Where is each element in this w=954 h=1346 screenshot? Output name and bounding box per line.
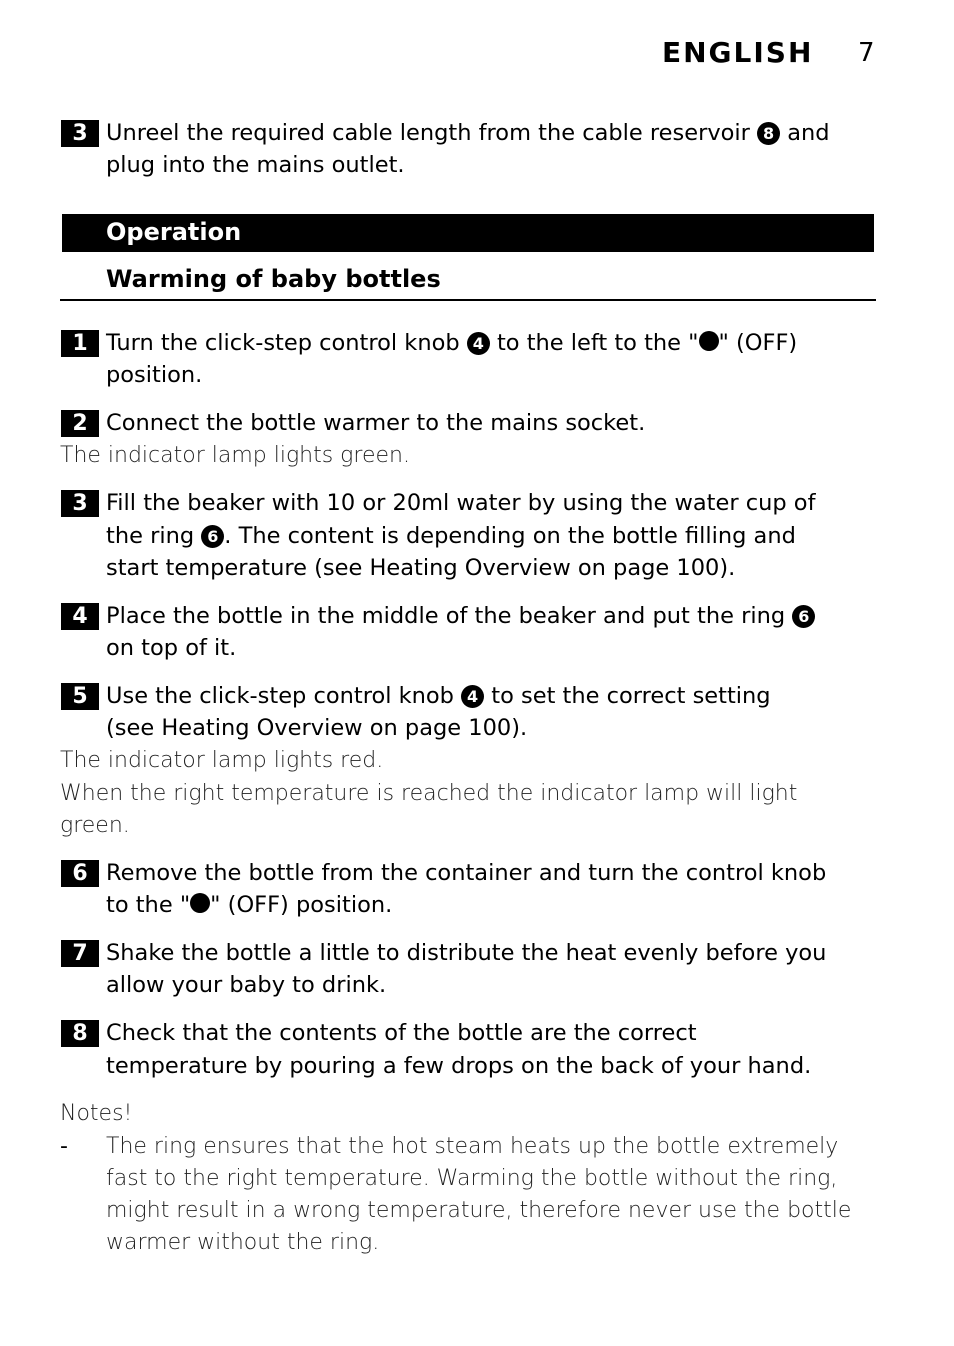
step-text: Check that the contents of the bottle are the correct <box>106 1020 697 1046</box>
step-text: the ring 6 . The content is depending on the bottle filling and <box>106 523 796 549</box>
off-dot-icon <box>699 331 719 351</box>
notes-line: The ring ensures that the hot steam heats up the bottle extremely <box>106 1134 839 1159</box>
step-text: allow your baby to drink. <box>106 972 387 998</box>
section-subtitle: Warming of baby bottles <box>106 265 441 293</box>
step-note: The indicator lamp lights green. <box>60 443 410 468</box>
divider <box>60 299 876 301</box>
step-text: Turn the click-step control knob 4 to the left to the " " (OFF) <box>106 330 798 356</box>
notes-line: warmer without the ring. <box>106 1230 380 1255</box>
step-number: 1 <box>61 330 99 357</box>
step-text: Use the click-step control knob 4 to set the correct setting <box>106 683 771 709</box>
step-text: position. <box>106 362 203 388</box>
page-number: 7 <box>858 38 875 68</box>
step-text: Connect the bottle warmer to the mains socket. <box>106 410 646 436</box>
notes-line: fast to the right temperature. Warming the bottle without the ring, <box>106 1166 838 1191</box>
step-text: plug into the mains outlet. <box>106 152 405 178</box>
section-title: Operation <box>106 218 242 246</box>
off-dot-icon <box>190 893 210 913</box>
reference-marker: 6 <box>201 525 224 548</box>
notes-line: might result in a wrong temperature, therefore never use the bottle <box>106 1198 852 1223</box>
step-text: Shake the bottle a little to distribute the heat evenly before you <box>106 940 827 966</box>
reference-marker: 8 <box>757 122 780 145</box>
step-number: 6 <box>61 860 99 887</box>
step-note: When the right temperature is reached the indicator lamp will light <box>60 781 798 806</box>
step-text: on top of it. <box>106 635 237 661</box>
language-heading: ENGLISH <box>662 36 814 69</box>
step-note: The indicator lamp lights red. <box>60 748 384 773</box>
step-text: Fill the beaker with 10 or 20ml water by using the water cup of <box>106 490 816 516</box>
step-text: Place the bottle in the middle of the beaker and put the ring 6 <box>106 600 815 632</box>
step-number: 3 <box>61 120 99 147</box>
step-text: start temperature (see Heating Overview on page 100). <box>106 555 736 581</box>
step-note: green. <box>60 813 130 838</box>
step-text: Unreel the required cable length from the cable reservoir 8 and <box>106 120 830 146</box>
step-number: 4 <box>61 603 99 630</box>
step-text: (see Heating Overview on page 100). <box>106 715 528 741</box>
reference-marker: 4 <box>467 332 490 355</box>
notes-dash: - <box>60 1134 68 1159</box>
step-text: temperature by pouring a few drops on the back of your hand. <box>106 1053 812 1079</box>
reference-marker: 4 <box>461 685 484 708</box>
step-text: to the " " (OFF) position. <box>106 892 393 918</box>
step-number: 3 <box>61 490 99 517</box>
step-number: 7 <box>61 940 99 967</box>
step-number: 2 <box>61 410 99 437</box>
step-text: Remove the bottle from the container and turn the control knob <box>106 860 827 886</box>
step-number: 5 <box>61 683 99 710</box>
step-number: 8 <box>61 1020 99 1047</box>
reference-marker: 6 <box>792 605 815 628</box>
notes-title: Notes! <box>60 1101 133 1126</box>
